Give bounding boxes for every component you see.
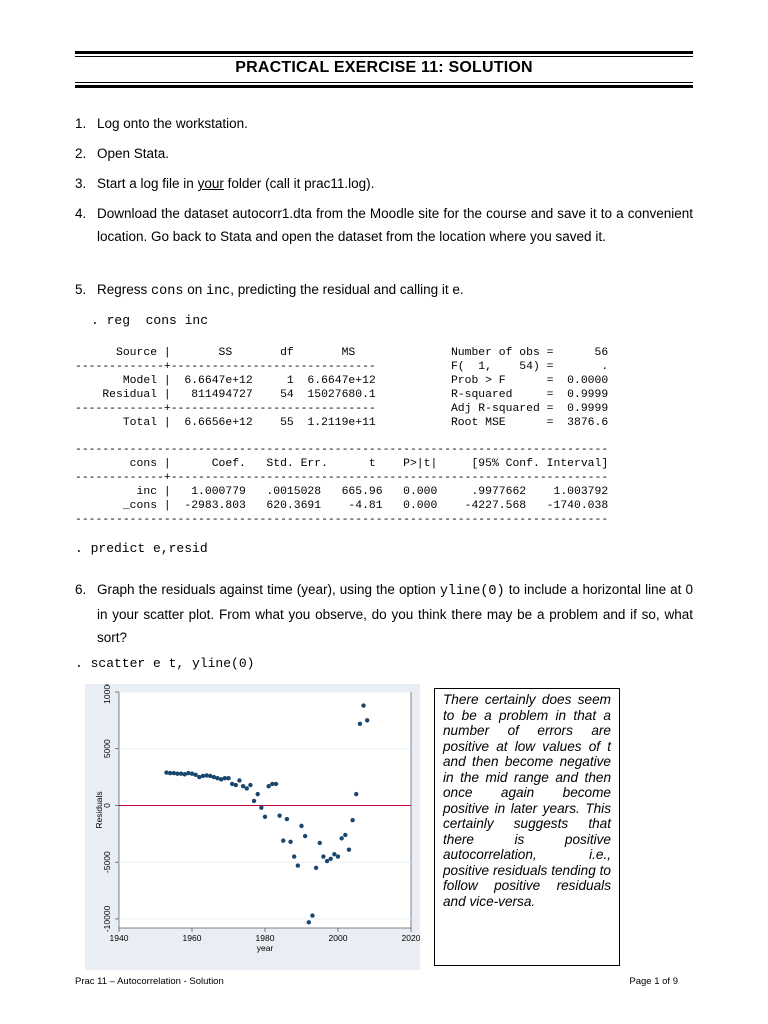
emphasis-your: your bbox=[197, 176, 224, 191]
regression-output: Source | SS df MS Number of obs = 56 -------------+------------------------------ F( 1, 54) = . Model | 6.6647e+12 1 6.6647e+12 Prob > F = 0.0000 Residual | 811494727 54 15027680.1 R-squared = 0.9999 -------------+------------------------------ Adj R-squared = 0.9999 Total | 6.6656e+12 55 1.2119e+11 Root MSE = 3876.6 ------------------------------------------------------------------------------ cons | Coef. Std. Err. t P>|t| [95% Conf. Interval] -------------+---------------------------------------------------------------- inc | 1.000779 .0015028 665.96 0.000 .9977662 1.003792 _cons | -2983.803 620.3691 -4.81 0.000 -4227.568 -1740.038 ------------------------------------------------------------------------------ bbox=[75, 347, 609, 526]
data-point bbox=[296, 863, 300, 867]
data-point bbox=[248, 783, 252, 787]
data-point bbox=[274, 782, 278, 786]
y-axis-title: Residuals bbox=[94, 791, 104, 829]
data-point bbox=[354, 792, 358, 796]
data-point bbox=[237, 778, 241, 782]
data-point bbox=[318, 841, 322, 845]
step-3: 3. Start a log file in your folder (call it prac11.log). bbox=[75, 172, 693, 195]
x-tick-label: 2000 bbox=[328, 933, 348, 943]
data-point bbox=[263, 815, 267, 819]
step-2: 2. Open Stata. bbox=[75, 142, 693, 165]
data-point bbox=[303, 834, 307, 838]
plot-area bbox=[119, 692, 411, 928]
footer-left: Prac 11 – Autocorrelation - Solution bbox=[75, 976, 224, 987]
data-point bbox=[277, 813, 281, 817]
reg-command: . reg cons inc bbox=[91, 313, 209, 328]
interpretation-note: There certainly does seem to be a problem in that a number of errors are positive at low values of t and then become negative in the mid range and then once again become positive in later years. This certainly suggests that there is positive autocorrelation, i.e., positive residuals tending to follow positive residuals and vice-versa. bbox=[434, 688, 620, 966]
data-point bbox=[336, 854, 340, 858]
data-point bbox=[310, 913, 314, 917]
step-5-text: Regress cons on inc, predicting the residual and calling it e. bbox=[97, 282, 464, 299]
var-inc: inc bbox=[205, 284, 231, 299]
data-point bbox=[365, 718, 369, 722]
data-point bbox=[285, 817, 289, 821]
data-point bbox=[259, 806, 263, 810]
data-point bbox=[266, 784, 270, 788]
data-point bbox=[241, 784, 245, 788]
x-tick-label: 1980 bbox=[255, 933, 275, 943]
step-2-text: Open Stata. bbox=[97, 146, 170, 161]
y-tick-label: 10000 bbox=[102, 684, 112, 704]
residual-scatter-graph bbox=[85, 684, 420, 970]
x-tick-label: 2020 bbox=[401, 933, 420, 943]
step-1: 1. Log onto the workstation. bbox=[75, 112, 693, 135]
var-cons: cons bbox=[151, 284, 184, 299]
data-point bbox=[234, 783, 238, 787]
data-point bbox=[245, 786, 249, 790]
step-1-text: Log onto the workstation. bbox=[97, 116, 248, 131]
step-6: 6. Graph the residuals against time (year), using the option yline(0) to include a horizontal line at 0 in your scatter plot. From what you observe, do you think there may be a problem and if so, what sort? bbox=[75, 578, 693, 649]
step-6-text: Graph the residuals against time (year), using the option yline(0) to include a horizontal line at 0 in your scatter plot. From what you observe, do you think there may be a problem and if so, what sort? bbox=[97, 582, 694, 645]
data-point bbox=[339, 836, 343, 840]
page-title: PRACTICAL EXERCISE 11: SOLUTION bbox=[235, 59, 533, 76]
data-point bbox=[314, 866, 318, 870]
data-point bbox=[226, 776, 230, 780]
y-tick-label: -10000 bbox=[102, 905, 112, 933]
predict-command: . predict e,resid bbox=[75, 541, 208, 556]
x-tick-label: 1940 bbox=[109, 933, 129, 943]
data-point bbox=[347, 848, 351, 852]
title-rule-bottom bbox=[75, 85, 693, 88]
data-point bbox=[343, 833, 347, 837]
x-axis-title: year bbox=[256, 943, 274, 953]
scatter-plot-svg bbox=[85, 684, 420, 970]
data-point bbox=[321, 854, 325, 858]
data-point bbox=[252, 799, 256, 803]
x-tick-label: 1960 bbox=[182, 933, 202, 943]
data-point bbox=[329, 857, 333, 861]
data-point bbox=[332, 852, 336, 856]
step-4: 4. Download the dataset autocorr1.dta from the Moodle site for the course and save it to a convenient location. Go back to Stata and open the dataset from the location where you saved it. bbox=[75, 202, 693, 248]
data-point bbox=[281, 838, 285, 842]
option-yline: yline(0) bbox=[439, 584, 505, 599]
data-point bbox=[292, 854, 296, 858]
data-point bbox=[256, 792, 260, 796]
data-point bbox=[361, 703, 365, 707]
title-rule-top-thin bbox=[75, 56, 693, 57]
data-point bbox=[193, 773, 197, 777]
y-tick-label: 5000 bbox=[102, 739, 112, 759]
step-5: 5. Regress cons on inc, predicting the residual and calling it e. bbox=[75, 278, 693, 303]
y-tick-label: -5000 bbox=[102, 851, 112, 874]
data-point bbox=[307, 920, 311, 924]
data-point bbox=[358, 722, 362, 726]
scatter-command: . scatter e t, yline(0) bbox=[75, 656, 255, 671]
data-point bbox=[350, 818, 354, 822]
title-rule-top bbox=[75, 51, 693, 54]
data-point bbox=[299, 824, 303, 828]
title-rule-bottom-thin bbox=[75, 82, 693, 83]
data-point bbox=[288, 840, 292, 844]
data-point bbox=[325, 859, 329, 863]
step-3-text: Start a log file in your folder (call it prac11.log). bbox=[97, 176, 375, 191]
step-4-text: Download the dataset autocorr1.dta from the Moodle site for the course and save it to a convenient location. Go back to Stata and open the dataset from the location where you saved it. bbox=[97, 206, 693, 244]
footer-right: Page 1 of 9 bbox=[629, 976, 678, 987]
y-tick-label: 0 bbox=[102, 803, 112, 808]
